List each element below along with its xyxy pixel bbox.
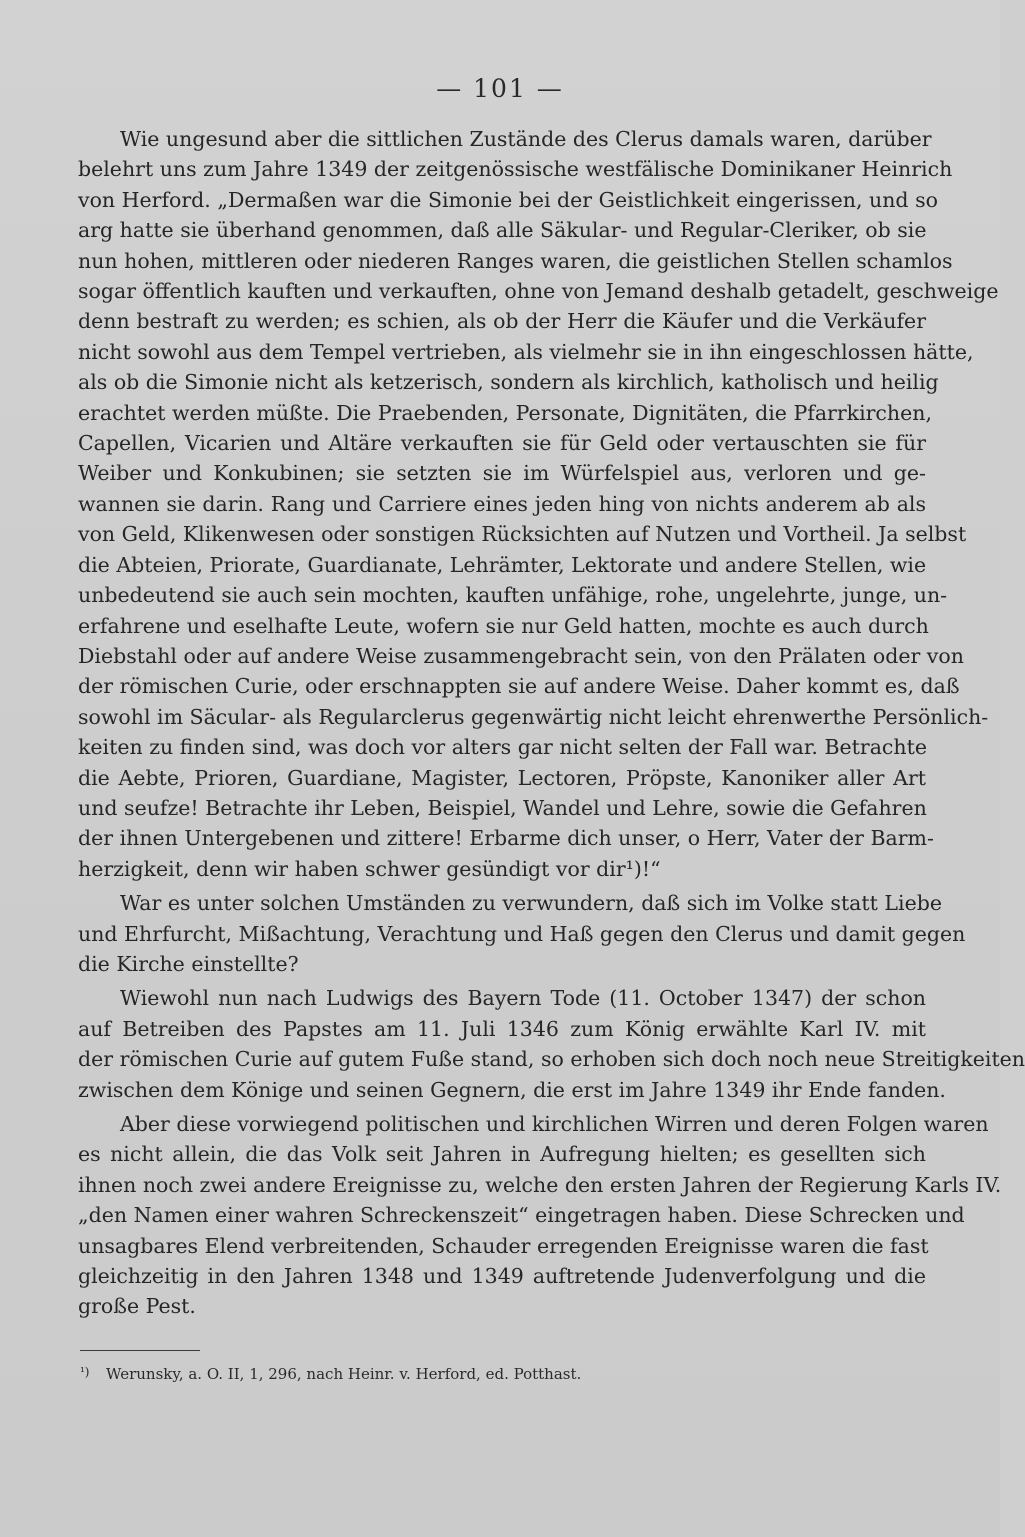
text-line: keiten zu finden sind, was doch vor alters gar nicht selten der Fall war. Betrachte [78, 735, 927, 760]
text-line: Capellen, Vicarien und Altäre verkauften sie für Geld oder vertauschten sie für [78, 431, 926, 456]
text-line: von Geld, Klikenwesen oder sonstigen Rücksichten auf Nutzen und Vortheil. Ja selbst [78, 522, 967, 547]
text-line: arg hatte sie überhand genommen, daß alle Säkular- und Regular-Cleriker, ob sie [78, 218, 927, 243]
text-line: zwischen dem Könige und seinen Gegnern, die erst im Jahre 1349 ihr Ende fanden. [78, 1077, 946, 1102]
text-line: der römischen Curie, oder erschnappten sie auf andere Weise. Daher kommt es, daß [78, 674, 960, 699]
text-line: nun hohen, mittleren oder niederen Ranges waren, die geistlichen Stellen schamlos [78, 248, 953, 273]
text-line: es nicht allein, die das Volk seit Jahren in Aufregung hielten; es gesellten sich [78, 1142, 926, 1167]
text-line: War es unter solchen Umständen zu verwundern, daß sich im Volke statt Liebe [120, 891, 942, 916]
text-line: die Abteien, Priorate, Guardianate, Lehrämter, Lektorate und andere Stellen, wie [78, 552, 927, 577]
paragraph-3 [78, 983, 1025, 1105]
text-line: auf Betreiben des Papstes am 11. Juli 1346 zum König erwählte Karl IV. mit [78, 1016, 926, 1041]
page-number: — 101 — [436, 74, 564, 103]
text-line: herzigkeit, denn wir haben schwer gesündigt vor dir¹)!“ [78, 856, 661, 881]
footnote [80, 1364, 582, 1384]
footnote-divider [80, 1350, 200, 1351]
text-line: die Aebte, Prioren, Guardiane, Magister, Lectoren, Pröpste, Kanoniker aller Art [78, 765, 926, 790]
text-line: Diebstahl oder auf andere Weise zusammengebracht sein, von den Prälaten oder von [78, 643, 964, 668]
text-line: Wie ungesund aber die sittlichen Zustände des Clerus damals waren, darüber [120, 127, 932, 151]
text-line: als ob die Simonie nicht als ketzerisch, sondern als kirchlich, katholisch und heilig [78, 370, 939, 395]
text-line: sowohl im Säcular- als Regularclerus gegenwärtig nicht leicht ehrenwerthe Persönlich- [78, 704, 989, 729]
text-line: wannen sie darin. Rang und Carriere eines jeden hing von nichts anderem ab als [78, 491, 926, 516]
footnote-text: Werunsky, a. O. II, 1, 296, nach Heinr. v. Herford, ed. Potthast. [106, 1365, 582, 1383]
text-line: „den Namen einer wahren Schreckenszeit“ eingetragen haben. Diese Schrecken und [78, 1203, 965, 1228]
text-line: und seufze! Betrachte ihr Leben, Beispiel, Wandel und Lehre, sowie die Gefahren [78, 795, 927, 820]
text-line: nicht sowohl aus dem Tempel vertrieben, als vielmehr sie in ihn eingeschlossen hätte, [78, 339, 974, 364]
paragraph-2 [78, 888, 966, 979]
text-line: denn bestraft zu werden; es schien, als ob der Herr die Käufer und die Verkäufer [78, 309, 926, 334]
text-line: ihnen noch zwei andere Ereignisse zu, welche den ersten Jahren der Regierung Karls IV. [78, 1172, 1002, 1197]
text-line: unsagbares Elend verbreitenden, Schauder erregenden Ereignisse waren die fast [78, 1233, 929, 1258]
text-line: und Ehrfurcht, Mißachtung, Verachtung und Haß gegen den Clerus und damit gegen [78, 921, 966, 946]
paragraph-1 [78, 124, 999, 884]
text-line: unbedeutend sie auch sein mochten, kauften unfähige, rohe, ungelehrte, junge, un- [78, 583, 948, 608]
text-line: Wiewohl nun nach Ludwigs des Bayern Tode (11. October 1347) der schon [120, 986, 926, 1011]
body-text [78, 124, 1025, 1322]
paragraph-4 [78, 1109, 1002, 1322]
text-line: erfahrene und eselhafte Leute, wofern sie nur Geld hatten, mochte es auch durch [78, 613, 929, 638]
text-line: gleichzeitig in den Jahren 1348 und 1349 auftretende Judenverfolgung und die [78, 1264, 926, 1289]
text-line: der ihnen Untergebenen und zittere! Erbarme dich unser, o Herr, Vater der Barm- [78, 826, 934, 851]
text-line: belehrt uns zum Jahre 1349 der zeitgenössische westfälische Dominikaner Heinrich [78, 157, 953, 182]
text-line: sogar öffentlich kauften und verkauften, ohne von Jemand deshalb getadelt, geschweige [78, 279, 999, 304]
text-line: erachtet werden müßte. Die Praebenden, Personate, Dignitäten, die Pfarrkirchen, [78, 400, 932, 425]
text-line: der römischen Curie auf gutem Fuße stand, so erhoben sich doch noch neue Streitigkeiten [78, 1047, 1025, 1072]
text-line: die Kirche einstellte? [78, 951, 299, 976]
text-line: von Herford. „Dermaßen war die Simonie bei der Geistlichkeit eingerissen, und so [78, 187, 938, 212]
text-line: Weiber und Konkubinen; sie setzten sie im Würfelspiel aus, verloren und ge- [78, 461, 926, 486]
text-line: Aber diese vorwiegend politischen und kirchlichen Wirren und deren Folgen waren [120, 1112, 989, 1136]
footnote-marker: ¹) [80, 1365, 90, 1379]
text-line: große Pest. [78, 1294, 196, 1319]
